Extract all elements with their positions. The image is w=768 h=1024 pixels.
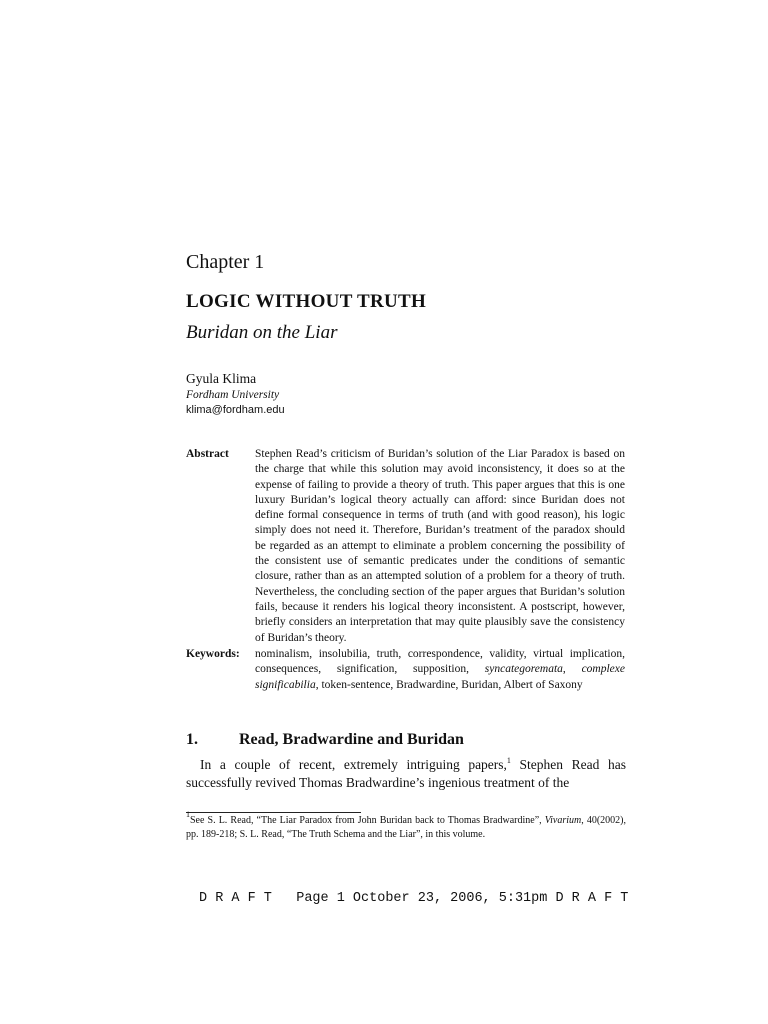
section-number: 1. <box>186 731 198 748</box>
paragraph-after: Stephen Read has successfully revived Thomas Bradwardine’s ingenious treatment of the <box>186 757 626 790</box>
footnote-rule <box>186 812 361 813</box>
keywords-text <box>255 647 625 693</box>
footnote-part2: , 40(2002), pp. 189-218; S. L. Read, “The Truth Schema and the Liar”, in this volume. <box>186 815 626 840</box>
keywords-italic-1: syncategoremata <box>484 663 563 676</box>
section-title: Read, Bradwardine and Buridan <box>239 731 464 748</box>
paragraph-before: In a couple of recent, extremely intriguing papers, <box>200 757 507 772</box>
body-paragraph <box>186 756 626 792</box>
abstract-label: Abstract <box>186 448 229 460</box>
chapter-heading: Chapter 1 <box>186 251 265 273</box>
keywords-part2: , token-sentence, Bradwardine, Buridan, Albert of Saxony <box>315 678 583 691</box>
footnote-part1: See S. L. Read, “The Liar Paradox from John Buridan back to Thomas Bradwardine”, <box>190 815 545 826</box>
footnote-mark: 1 <box>186 810 190 819</box>
draft-footer: D R A F T Page 1 October 23, 2006, 5:31pm D R A F T <box>199 891 629 906</box>
footnote-journal: Vivarium <box>544 815 582 826</box>
author-affiliation: Fordham University <box>186 389 280 401</box>
keywords-sep: , <box>562 663 582 676</box>
footnote-ref[interactable]: 1 <box>506 756 511 765</box>
keywords-part1: nominalism, insolubilia, truth, correspondence, validity, virtual implication, consequences, signification, supposition, <box>255 648 625 676</box>
paper-title: LOGIC WITHOUT TRUTH <box>186 291 427 312</box>
abstract-text: Stephen Read’s criticism of Buridan’s solution of the Liar Paradox is based on the charge that while this solution may avoid inconsistency, it does so at the expense of failing to provide a theory of truth. This paper argues that this is one luxury Buridan’s logical theory actually can afford: since Buridan does not define formal consequence in terms of truth (and with good reason), his logic simply does not need it. Therefore, Buridan’s treatment of the paradox should be regarded as an attempt to eliminate a problem concerning the possibility of the consistent use of semantic predicates under the conditions of semantic closure, rather than as an attempted solution of a problem for a theory of truth. Nevertheless, the concluding section of the paper argues that Buridan’s solution fails, because it renders his logical theory inconsistent. A postscript, however, briefly considers an interpretation that may quite plausibly save the consistency of Buridan’s theory. <box>255 448 625 644</box>
footnote <box>186 810 626 841</box>
paper-subtitle: Buridan on the Liar <box>186 322 338 343</box>
author-name: Gyula Klima <box>186 371 257 386</box>
keywords-label: Keywords: <box>186 648 240 660</box>
author-email: klima@fordham.edu <box>186 404 285 416</box>
keywords-italic-2: complexe significabilia <box>255 663 625 691</box>
